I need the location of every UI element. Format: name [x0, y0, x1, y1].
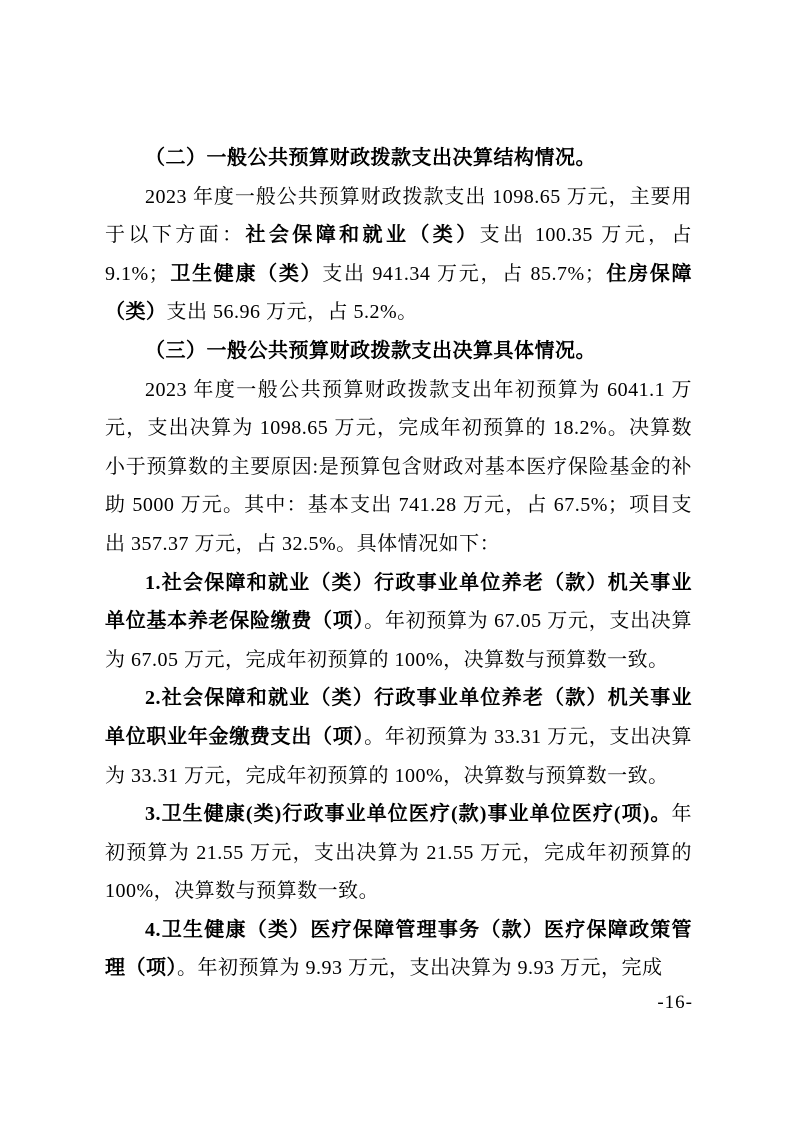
paragraph — [105, 371, 692, 564]
paragraph — [105, 911, 692, 988]
page-number: -16- — [657, 992, 693, 1013]
text-run-bold: 1.社会保障和就业（类）行政事业单位养老（款）机关事业单位基本养老保险缴费（项） — [105, 571, 692, 633]
text-run-bold: （二）一般公共预算财政拨款支出决算结构情况。 — [145, 147, 596, 169]
text-run-bold: 卫生健康（类） — [169, 262, 323, 285]
text-run: 支出 100.35 万元，占 9.1%； — [105, 224, 693, 285]
text-run-bold: 社会保障和就业（类） — [245, 224, 480, 247]
text-run: 2023 年度一般公共预算财政拨款支出年初预算为 6041.1 万元，支出决算为 1098.65 万元，完成年初预算的 18.2%。决算数小于预算数的主要原因:是预算包含财政对基本医疗保险基金的补助 5000 万元。其中：基本支出 741.28 万元，占 67.5%；项目支出 357.37 万元，占 32.5%。具体情况如下： — [105, 378, 692, 555]
text-run: 。年初预算为 33.31 万元，支出决算为 33.31 万元，完成年初预算的 100%，决算数与预算数一致。 — [105, 725, 693, 787]
paragraph — [105, 679, 692, 795]
text-run-bold: 4.卫生健康（类）医疗保障管理事务（款）医疗保障政策管理（项） — [105, 918, 692, 980]
text-run: 。年初预算为 9.93 万元，支出决算为 9.93 万元，完成 — [177, 957, 663, 980]
section-heading — [105, 139, 692, 178]
text-run: 2023 年度一般公共预算财政拨款支出 1098.65 万元，主要用于以下方面： — [105, 185, 692, 247]
section-heading — [105, 332, 692, 371]
text-run-bold: 2.社会保障和就业（类）行政事业单位养老（款）机关事业单位职业年金缴费支出（项） — [105, 687, 692, 748]
text-run: 支出 941.34 万元，占 85.7%； — [322, 262, 606, 285]
text-run-bold: 住房保障（类） — [105, 262, 693, 324]
text-run: 支出 56.96 万元，占 5.2%。 — [166, 301, 418, 324]
text-run: 。年初预算为 67.05 万元，支出决算为 67.05 万元，完成年初预算的 100%，决算数与预算数一致。 — [105, 610, 693, 671]
paragraph — [105, 795, 692, 911]
document-content — [105, 139, 692, 988]
text-run-bold: （三）一般公共预算财政拨款支出决算具体情况。 — [145, 339, 596, 362]
paragraph — [105, 564, 692, 680]
text-run-bold: 3.卫生健康(类)行政事业单位医疗(款)事业单位医疗(项)。 — [145, 803, 672, 826]
text-run: 年初预算为 21.55 万元，支出决算为 21.55 万元，完成年初预算的 100%，决算数与预算数一致。 — [105, 803, 692, 903]
paragraph — [105, 178, 692, 332]
